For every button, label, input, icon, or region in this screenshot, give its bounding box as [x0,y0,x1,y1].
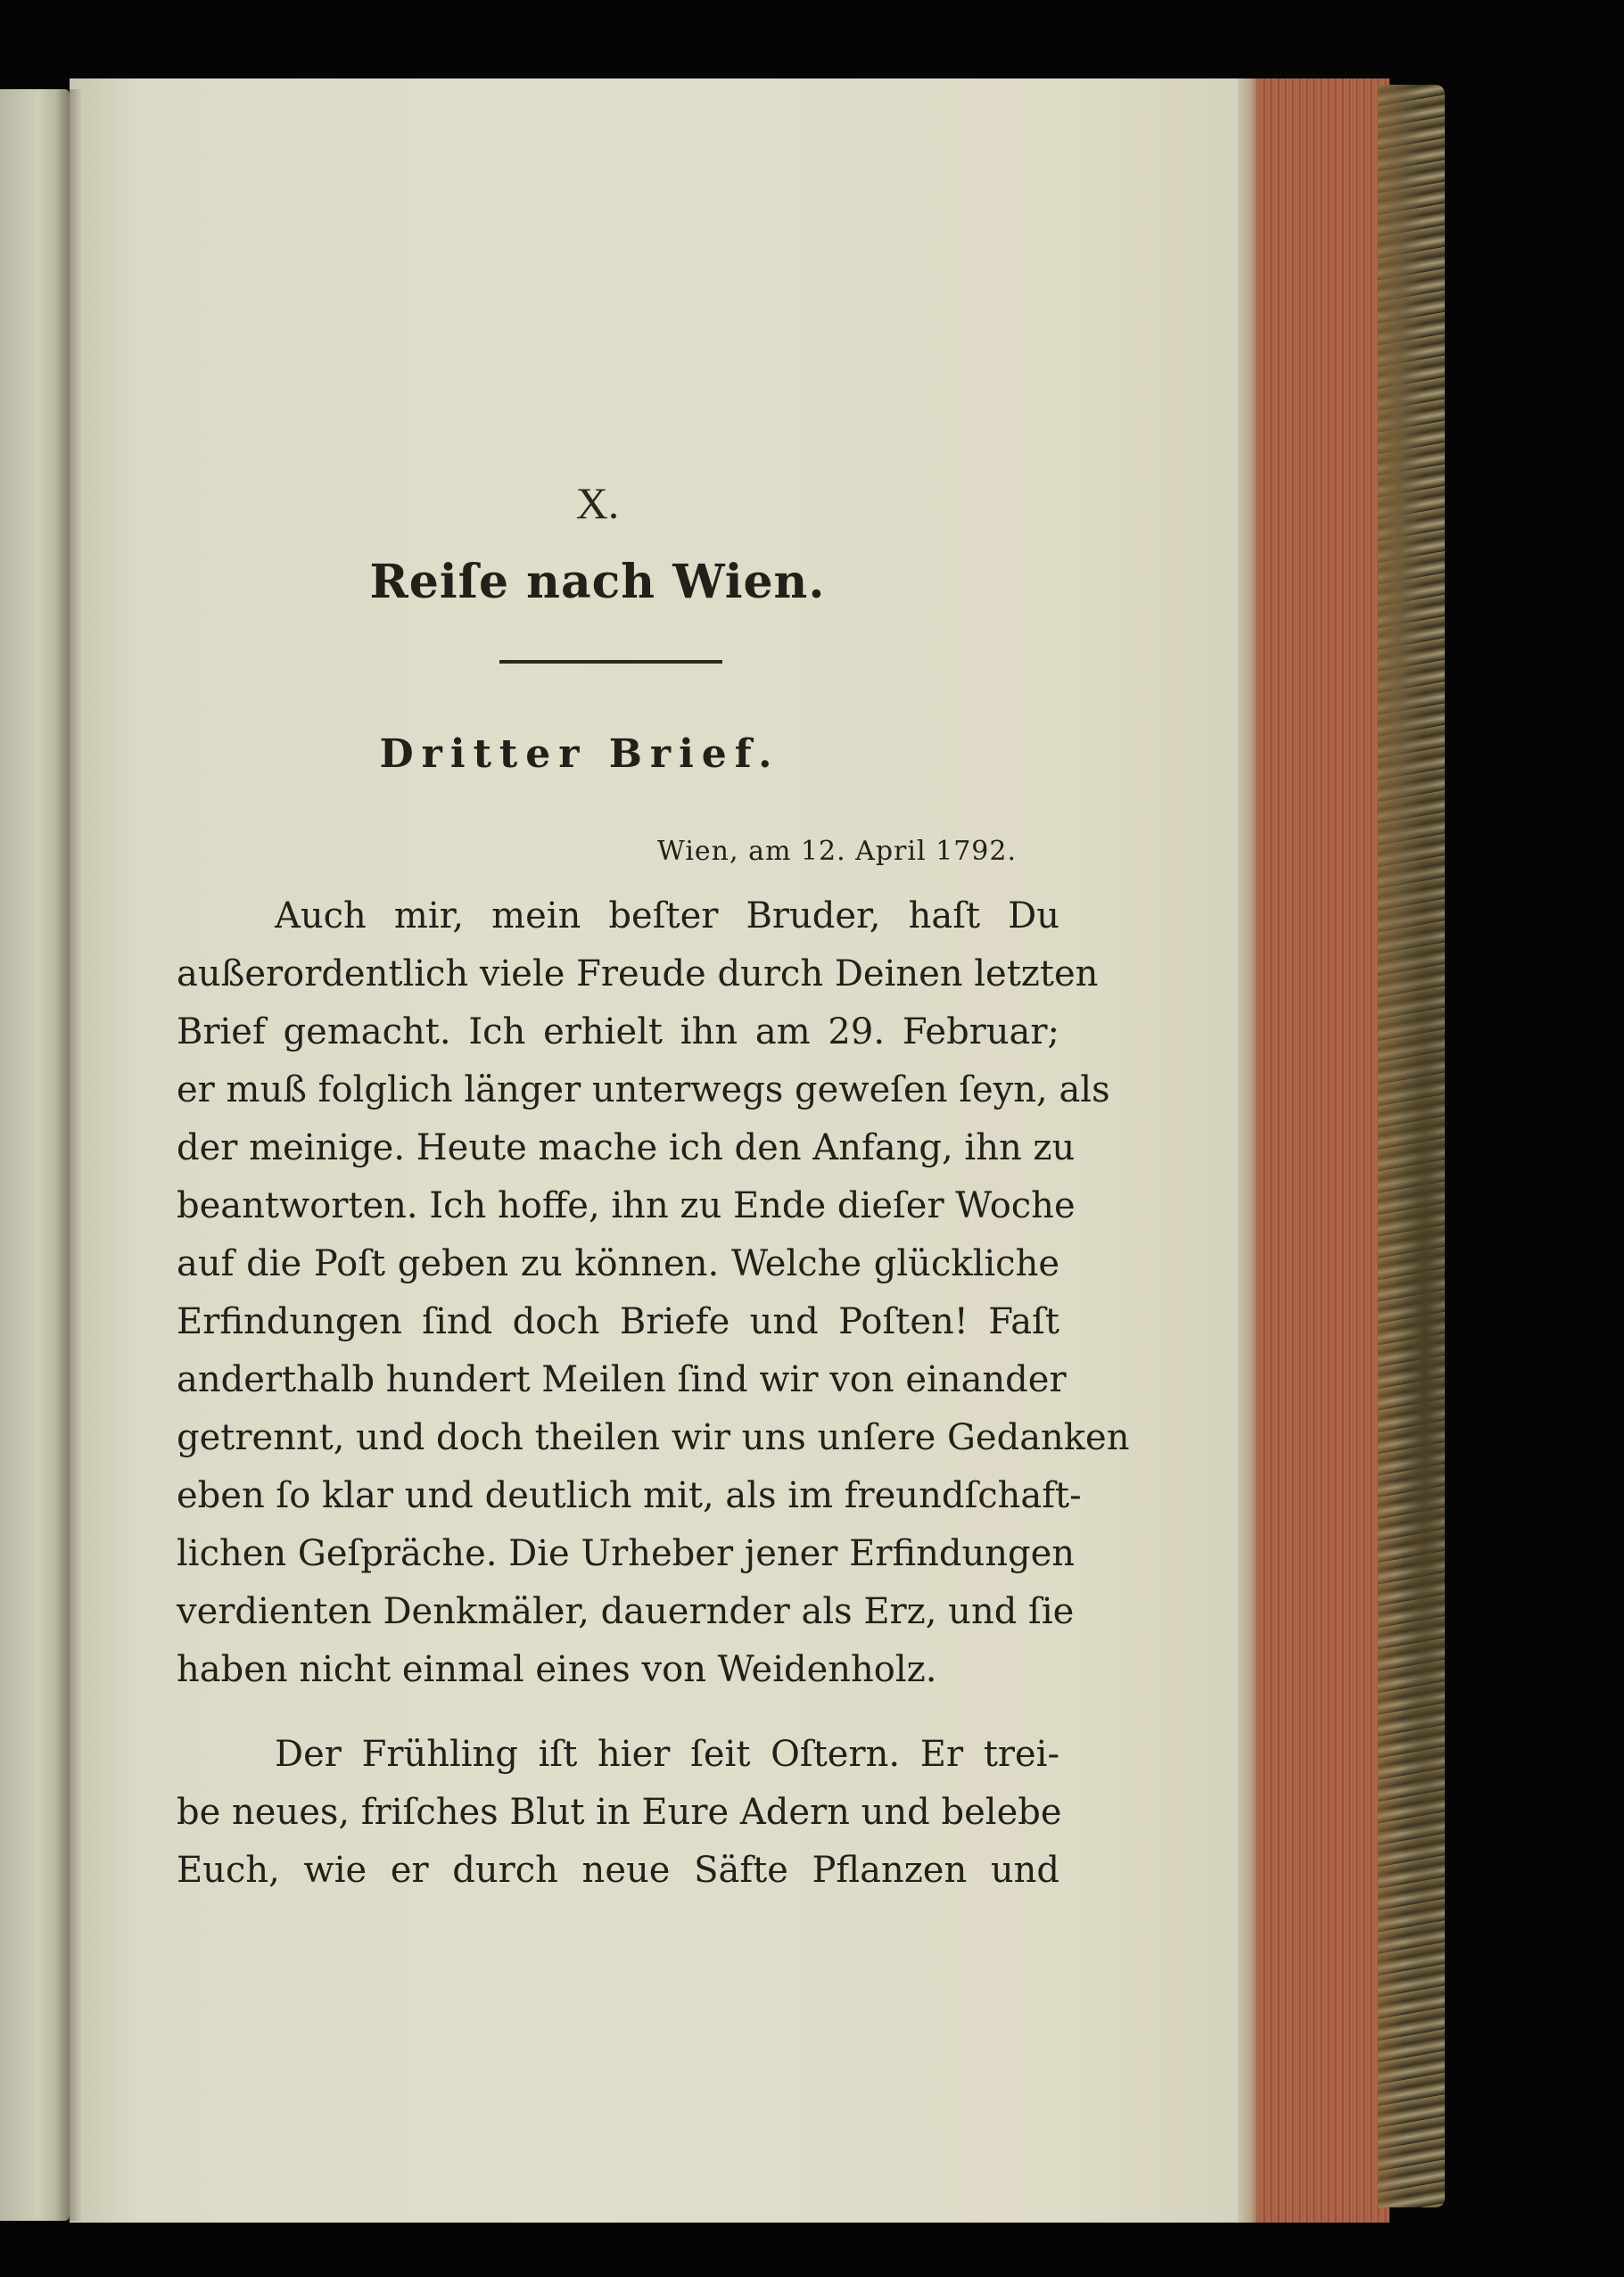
text-line: Brief gemacht. Ich erhielt ihn am 29. Februar; [177,1011,1059,1052]
text-line: getrennt, und doch theilen wir uns unſere Gedanken [177,1417,1130,1458]
chapter-number: X. [575,478,620,528]
text-line: Der Frühling iſt hier ſeit Oſtern. Er trei- [275,1734,1059,1775]
text-line: auf die Poſt geben zu können. Welche glückliche [177,1243,1059,1284]
page-block-edges [1238,78,1389,2223]
text-line: verdienten Denkmäler, dauernder als Erz, und ſie [177,1591,1075,1632]
text-line: außerordentlich viele Freude durch Deinen letzten [177,953,1099,994]
letter-dateline: Wien, am 12. April 1792. [657,836,1017,867]
text-line: beantworten. Ich hoffe, ihn zu Ende dieſer Woche [177,1185,1076,1226]
chapter-title: Reiſe nach Wien. [369,555,826,609]
paragraph-1 [177,887,1130,1699]
gutter-shadow [55,89,82,2221]
text-line: Erfindungen ſind doch Briefe und Poſten! Faſt [177,1301,1059,1342]
cover-binding-shade [1378,85,1445,2207]
text-line: lichen Geſpräche. Die Urheber jener Erfindungen [177,1533,1076,1574]
text-line: haben nicht einmal eines von Weidenholz. [177,1649,937,1690]
text-line: eben ſo klar und deutlich mit, als im freundſchaft- [177,1475,1082,1516]
letter-heading: Dritter Brief. [379,731,780,777]
text-line: Auch mir, mein beſter Bruder, haſt Du [275,895,1059,936]
text-line: be neues, friſches Blut in Eure Adern und belebe [177,1792,1062,1833]
text-line: der meinige. Heute mache ich den Anfang, ihn zu [177,1127,1076,1168]
text-line: er muß folglich länger unterwegs geweſen ſeyn, als [177,1069,1110,1110]
paragraph-2 [177,1726,1062,1900]
title-rule [499,660,722,664]
page-edge-highlight [1238,78,1259,2223]
text-line: anderthalb hundert Meilen ſind wir von einander [177,1359,1067,1400]
text-line: Euch, wie er durch neue Säfte Pflanzen und [177,1850,1059,1891]
